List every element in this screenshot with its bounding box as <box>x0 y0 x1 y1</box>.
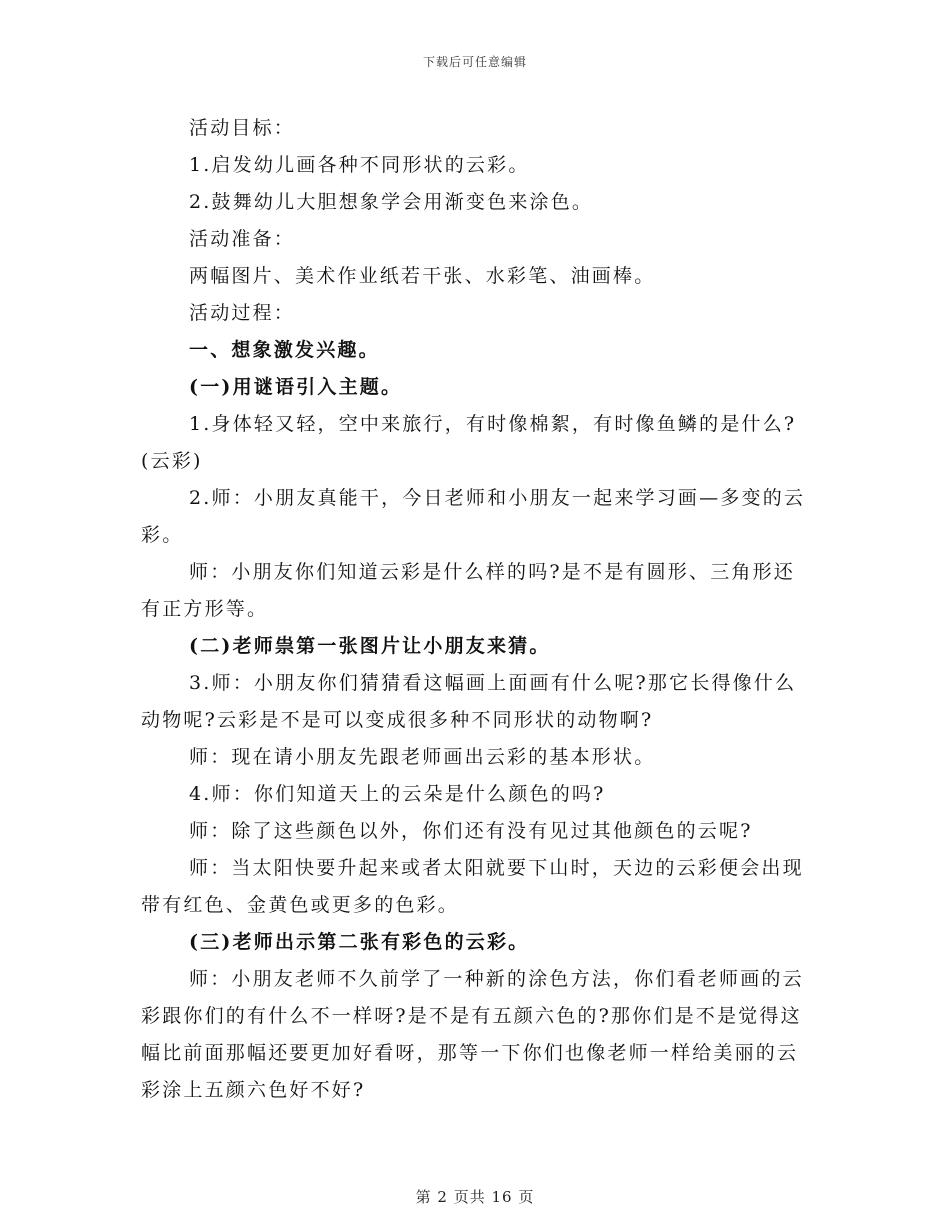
paragraph-activity-goals-heading: 活动目标： <box>189 117 296 139</box>
paragraph-new-coloring-method: 师：小朋友老师不久前学了一种新的涂色方法，你们看老师画的云彩跟你们的有什么不一样呀?是不是有五颜六色的?那你们是不是觉得这幅比前面那幅还要更加好看呀，那等一下你们也像老师一样给美丽的云彩涂上五颜六色好不好? <box>141 968 804 1101</box>
document-body <box>141 110 811 1109</box>
paragraph-goal-2: 2.鼓舞幼儿大胆想象学会用渐变色来涂色。 <box>189 191 594 213</box>
paragraph-sunrise-colors: 师：当太阳快要升起来或者太阳就要下山时，天边的云彩便会出现带有红色、金黄色或更多的色彩。 <box>141 857 804 916</box>
paragraph-other-colors-question: 师：除了这些颜色以外，你们还有没有见过其他颜色的云呢? <box>189 820 753 842</box>
paragraph-riddle: 1.身体轻又轻，空中来旅行，有时像棉絮，有时像鱼鳞的是什么?(云彩) <box>141 413 797 472</box>
paragraph-cloud-colors-question: 4.师：你们知道天上的云朵是什么颜色的吗? <box>189 783 606 805</box>
paragraph-intro-topic: 2.师：小朋友真能干，今日老师和小朋友一起来学习画—多变的云彩。 <box>141 487 806 546</box>
paragraph-goal-1: 1.启发幼儿画各种不同形状的云彩。 <box>189 154 530 176</box>
paragraph-draw-basic-shape: 师：现在请小朋友先跟老师画出云彩的基本形状。 <box>189 746 656 768</box>
subsection-heading-1: (一)用谜语引入主题。 <box>189 376 403 398</box>
paragraph-preparation-items: 两幅图片、美术作业纸若干张、水彩笔、油画棒。 <box>189 265 656 287</box>
subsection-heading-2: (二)老师祟第一张图片让小朋友来猜。 <box>189 635 551 657</box>
section-heading-1: 一、想象激发兴趣。 <box>189 339 380 361</box>
page-number-footer: 第 2 页共 16 页 <box>415 1188 535 1206</box>
paragraph-guess-picture: 3.师：小朋友你们猜猜看这幅画上面画有什么呢?那它长得像什么动物呢?云彩是不是可以变成很多种不同形状的动物啊? <box>141 672 797 731</box>
page-header: 下载后可任意编辑 <box>422 55 527 69</box>
paragraph-cloud-shapes-question: 师：小朋友你们知道云彩是什么样的吗?是不是有圆形、三角形还有正方形等。 <box>141 561 795 620</box>
paragraph-process-heading: 活动过程： <box>189 302 296 324</box>
subsection-heading-3: (三)老师出示第二张有彩色的云彩。 <box>189 931 530 953</box>
paragraph-preparation-heading: 活动准备： <box>189 228 296 250</box>
